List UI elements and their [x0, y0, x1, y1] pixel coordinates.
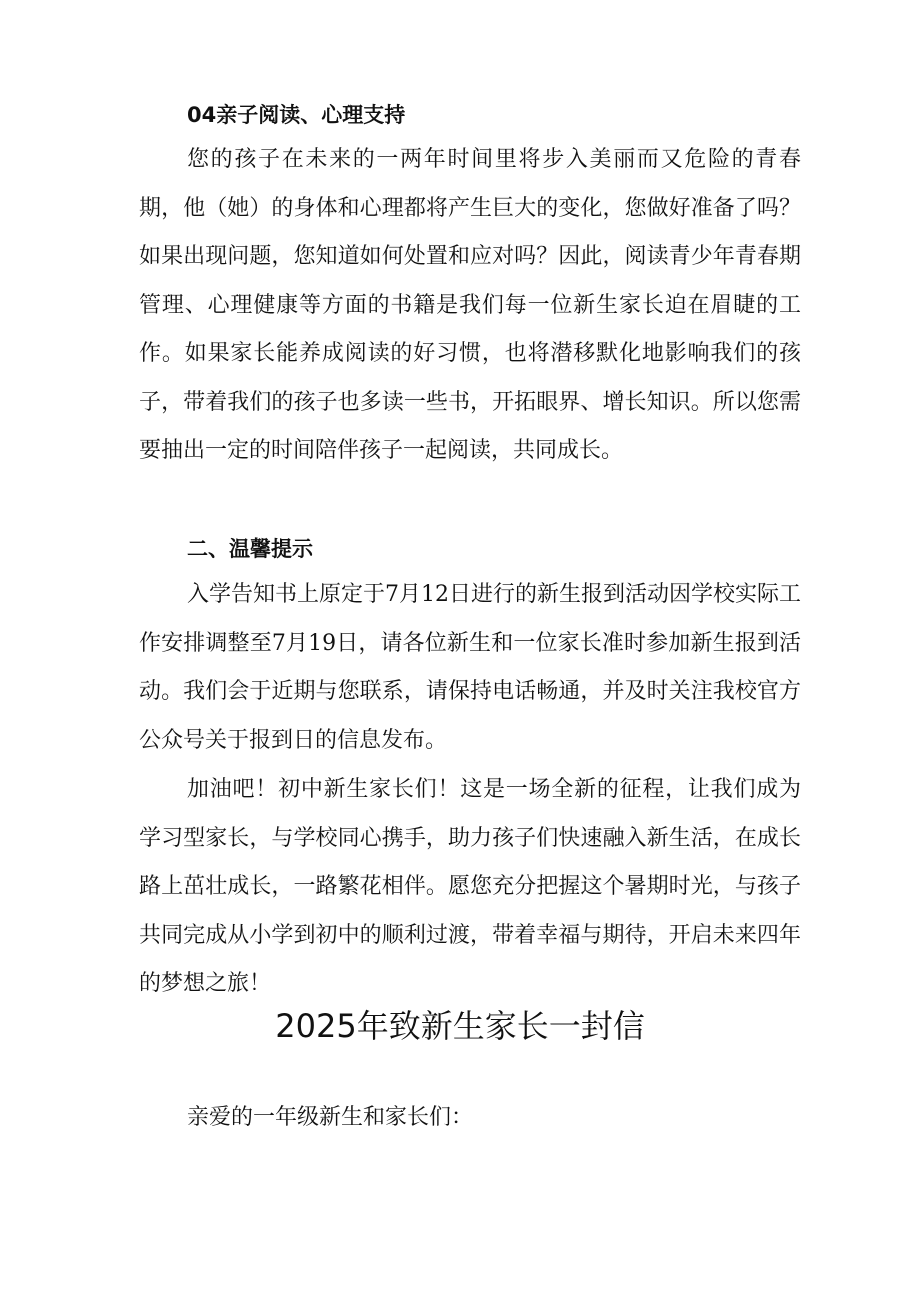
- letter-salutation: 亲爱的一年级新生和家长们：: [187, 1105, 474, 1130]
- letter-title: 2025年致新生家长一封信: [275, 1007, 645, 1045]
- paragraph-registration-notice: 入学告知书上原定于7月12日进行的新生报到活动因学校实际工作安排调整至7月19日，请各位新生和一位家长准时参加新生报到活动。我们会于近期与您联系，请保持电话畅通，并及时关注我校官方公众号关于报到日的信息发布。: [139, 582, 801, 753]
- section-heading-parent-reading: 04亲子阅读、心理支持: [187, 103, 406, 127]
- section-heading-warm-tips: 二、温馨提示: [187, 537, 313, 561]
- paragraph-encouragement: 加油吧！初中新生家长们！这是一场全新的征程，让我们成为学习型家长，与学校同心携手，助力孩子们快速融入新生活，在成长路上茁壮成长，一路繁花相伴。愿您充分把握这个暑期时光，与孩子共同完成从小学到初中的顺利过渡，带着幸福与期待，开启未来四年的梦想之旅！: [139, 777, 801, 996]
- paragraph-parent-reading: 您的孩子在未来的一两年时间里将步入美丽而又危险的青春期，他（她）的身体和心理都将产生巨大的变化，您做好准备了吗？如果出现问题，您知道如何处置和应对吗？因此，阅读青少年青春期管理、心理健康等方面的书籍是我们每一位新生家长迫在眉睫的工作。如果家长能养成阅读的好习惯，也将潜移默化地影响我们的孩子，带着我们的孩子也多读一些书，开拓眼界、增长知识。所以您需要抽出一定的时间陪伴孩子一起阅读，共同成长。: [139, 147, 801, 463]
